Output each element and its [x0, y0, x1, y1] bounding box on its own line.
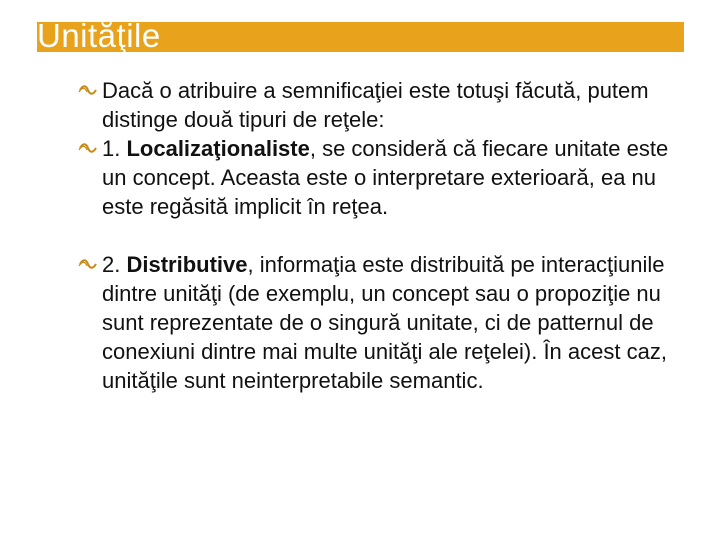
bullet-term: Distributive: [126, 252, 248, 277]
bullet-text: , informaţia este distribuită pe interacţiunile dintre unităţi (de exemplu, un concept sau o propoziţie nu sunt reprezentate de o singură unitate, ci de patternul de conexiuni dintre mai multe unităţi ale reţelei). În acest caz, unităţile sunt neinterpretabile semantic.: [102, 252, 667, 393]
slide-title: Unităţile: [37, 17, 161, 54]
bullet-item-localizationist: [78, 134, 688, 221]
wave-bullet-icon: [78, 83, 98, 97]
slide-content: [78, 76, 688, 395]
wave-bullet-icon: [78, 257, 98, 271]
bullet-number: 1.: [102, 136, 127, 161]
bullet-term: Localizaţionaliste: [126, 136, 310, 161]
wave-bullet-icon: [78, 141, 98, 155]
bullet-number: 2.: [102, 252, 127, 277]
bullet-item-distributive: [78, 250, 688, 395]
bullet-text: , se consideră că fiecare unitate este un concept. Aceasta este o interpretare exterioară, ea nu este regăsită implicit în reţea.: [102, 136, 669, 219]
bullet-item-intro: [78, 76, 688, 134]
bullet-text: Dacă o atribuire a semnificaţiei este totuşi făcută, putem distinge două tipuri de reţele:: [102, 78, 649, 132]
